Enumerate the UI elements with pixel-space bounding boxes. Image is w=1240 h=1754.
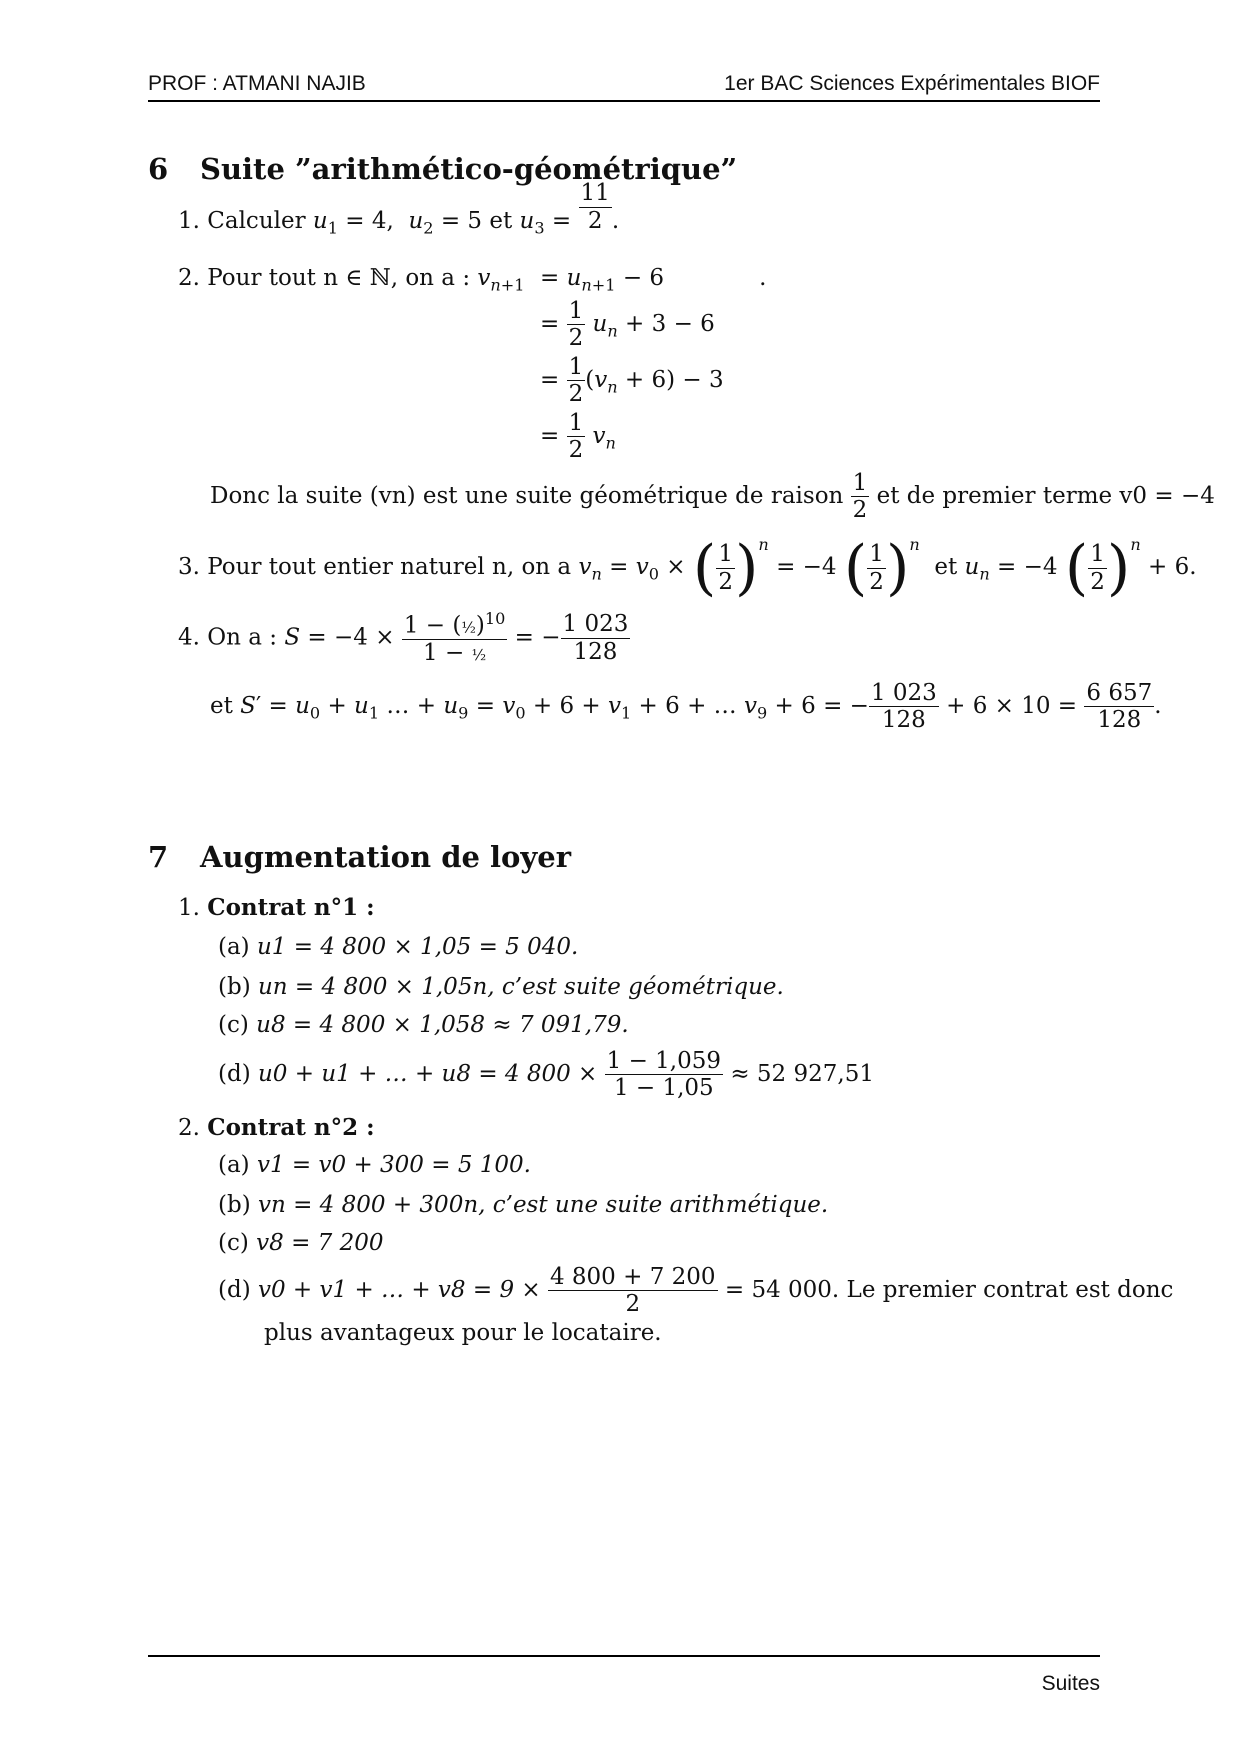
contrat-2-c: (c) v8 = 7 200 xyxy=(218,1230,384,1256)
contrat-2-b: (b) vn = 4 800 + 300n, c’est une suite arithmétique. xyxy=(218,1192,829,1218)
contrat-1-b: (b) un = 4 800 × 1,05n, c’est suite géométrique. xyxy=(218,974,784,1000)
item-4: 4. On a : S = −4 × $\frac{1 - (\frac{1}{2})^{10}}{\text{1 − ½}}$ = − $\frac{1 023}{128}$ xyxy=(178,609,629,667)
item-3: 3. Pour tout entier naturel n, on a $v_n = v_0$ × ( $\frac{1}{2}$ )$^n$ = −4 ( $\frac{1}{2}$ )$^n$ et $u_n = -4$ ( $\frac{1}{2}$ )$^n$ + 6. xyxy=(178,533,1197,603)
footer-right: Suites xyxy=(1041,1672,1100,1695)
eq-line-1: = $u_{n+1} - 6$ . xyxy=(540,265,767,295)
contrat-2-heading: 2. Contrat n°2 : xyxy=(178,1114,375,1141)
item-4-number: 4. xyxy=(178,624,200,651)
footer-rule xyxy=(148,1655,1100,1657)
donc-line: Donc la suite (vn) est une suite géométrique de raison $\frac{1}{2}$ et de premier terme v0 = −4 xyxy=(210,470,1215,524)
item-3-number: 3. xyxy=(178,554,200,580)
contrat-2-a: (a) v1 = v0 + 300 = 5 100. xyxy=(218,1152,531,1178)
et-text: et xyxy=(210,692,233,719)
frac-11: 11 xyxy=(580,180,610,207)
item-1-number: 1. xyxy=(178,208,200,234)
item-2: 2. Pour tout n ∈ ℕ, on a : $v_{n+1}$ xyxy=(178,265,525,295)
eq-line-4: = $\frac{1}{2}$ $v_n$ xyxy=(540,410,616,464)
header-right: 1er BAC Sciences Expérimentales BIOF xyxy=(724,72,1100,95)
item-1-text-a: Calculer xyxy=(207,208,306,234)
header-left: PROF : ATMANI NAJIB xyxy=(148,72,366,95)
contrat-2-d-line2: plus avantageux pour le locataire. xyxy=(264,1320,662,1346)
eq-line-3: = $\frac{1}{2}$ $(v_n + 6) - 3$ xyxy=(540,354,724,408)
contrat-1-a: (a) u1 = 4 800 × 1,05 = 5 040. xyxy=(218,934,579,960)
contrat-1-c: (c) u8 = 4 800 × 1,058 ≈ 7 091,79. xyxy=(218,1012,629,1038)
s-prime-line: et $S' = u_0 + u_1$ … + $u_9 = v_0 + 6 + v_1 + 6$ + … $v_9 + 6$ = − $\frac{1 023}{128}$ + 6 × 10 = $\frac{6 657}{128}$ . xyxy=(210,680,1162,734)
section-6-number: 6 xyxy=(148,152,169,186)
section-6-title: Suite ”arithmético-géométrique” xyxy=(200,152,738,186)
contrat-2-d: (d) v0 + v1 + … + v8 = 9 × $\frac{4 800 + 7 200}{2}$ = 54 000. Le premier contrat est donc xyxy=(218,1264,1174,1318)
contrat-1-d: (d) u0 + u1 + … + u8 = 4 800 × $\frac{1 - 1,059}{1 - 1,05}$ ≈ 52 927,51 xyxy=(218,1048,874,1102)
donc-text-1: Donc la suite (vn) est une suite géométrique de raison xyxy=(210,482,844,509)
eq-line-2: = $\frac{1}{2}$ $u_n + 3 - 6$ xyxy=(540,298,715,352)
item-1-text-b: et xyxy=(489,208,513,234)
item-2-number: 2. xyxy=(178,265,200,291)
frac-2: 2 xyxy=(587,207,603,234)
header-rule xyxy=(148,100,1100,102)
section-7-number: 7 xyxy=(148,840,169,874)
item-4-text: On a : xyxy=(207,624,278,651)
item-2-text: Pour tout n ∈ ℕ, on a : xyxy=(207,265,471,291)
contrat-1-heading: 1. Contrat n°1 : xyxy=(178,894,375,921)
donc-text-2: et de premier terme v0 = −4 xyxy=(876,482,1215,509)
section-7-title: Augmentation de loyer xyxy=(200,840,571,874)
item-3-text: Pour tout entier naturel n, on a xyxy=(207,554,572,580)
item-1: 1. Calculer $u_1 = 4$, $u_2 = 5$ et $u_3$ = $\frac{11}{2}$ . xyxy=(178,180,620,238)
